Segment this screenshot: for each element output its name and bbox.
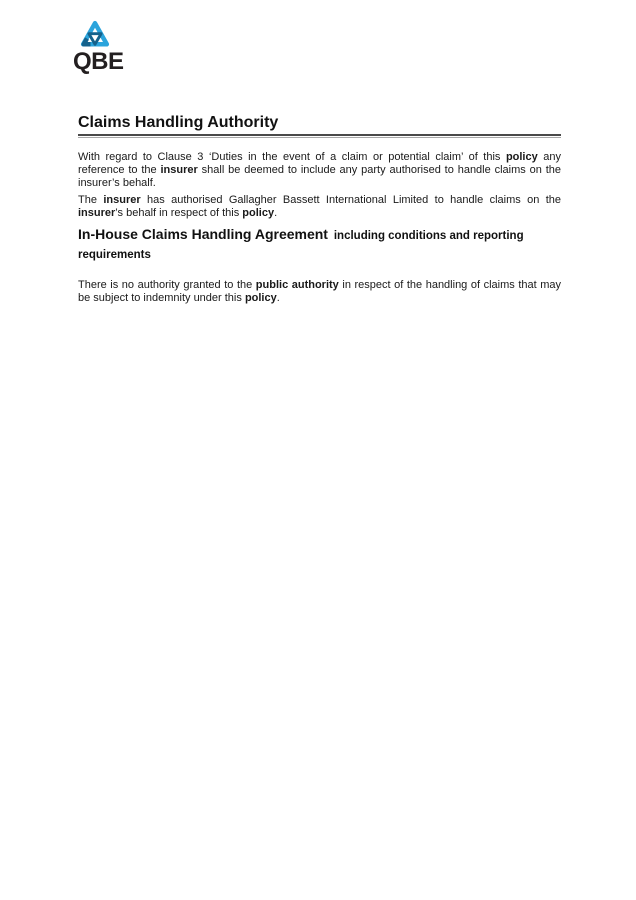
paragraph-claims-reference: With regard to Clause 3 ‘Duties in the event of a claim or potential claim’ of this policy any reference to the insurer shall be deemed to include any party authorised to handle claims on the insurer’s behalf.: [78, 151, 561, 190]
heading-rule: [78, 134, 561, 138]
qbe-logo-text: QBE: [73, 48, 124, 75]
qbe-logo: [73, 18, 143, 74]
subheading-inhouse-agreement: [78, 226, 561, 264]
paragraph-insurer-authorisation: The insurer has authorised Gallagher Bassett International Limited to handle claims on the insurer’s behalf in respect of this policy.: [78, 193, 561, 219]
qbe-triangle-knot-icon: [79, 18, 111, 52]
document-content: [78, 113, 561, 305]
subheading-main: In-House Claims Handling Agreement: [78, 226, 328, 243]
page-title: Claims Handling Authority: [78, 114, 279, 131]
subheading-suffix: including conditions and reporting requirements: [78, 230, 524, 262]
paragraph-public-authority: There is no authority granted to the public authority in respect of the handling of claims that may be subject to indemnity under this policy.: [78, 279, 562, 305]
